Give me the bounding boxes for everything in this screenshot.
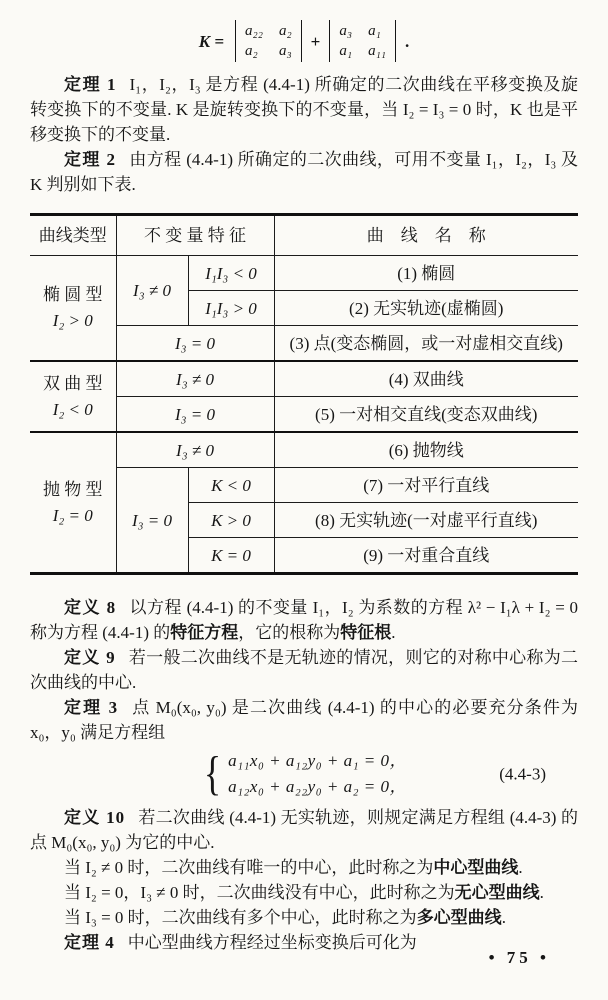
- cell-subcondition: I₁I₃ > 0: [188, 291, 274, 326]
- matrix-entry: a₁₁: [368, 43, 387, 59]
- cell-condition: I₃ = 0: [116, 326, 274, 362]
- cell-curve-name-3: (3) 点(变态椭圆，或一对虚相交直线): [274, 326, 578, 362]
- table-row: [30, 256, 578, 291]
- definition-10-label: 定义 10: [64, 808, 126, 827]
- formula-k-semi-invariant: [30, 20, 578, 62]
- cell-curve-name-7: (7) 一对平行直线: [274, 468, 578, 503]
- equation-system-4-4-3: [30, 747, 578, 801]
- cell-parabolic-type: 抛 物 型 I₂ = 0: [30, 432, 116, 574]
- definition-9-label: 定义 9: [64, 648, 116, 667]
- cell-k-condition: K > 0: [188, 503, 274, 538]
- matrix-entry: a₁: [339, 43, 353, 59]
- definition-10-text: 若二次曲线 (4.4-1) 无实轨迹，则规定满足方程组 (4.4-3) 的点 M₀(x₀, y₀) 为它的中心.: [30, 808, 579, 852]
- theorem-3-paragraph: [30, 695, 578, 745]
- theorem-1-label: 定理 1: [64, 75, 117, 94]
- matrix-entry: a₃: [339, 23, 353, 39]
- header-curve-type: 曲线类型: [30, 215, 116, 256]
- cell-curve-name-8: (8) 无实轨迹(一对虚平行直线): [274, 503, 578, 538]
- cell-curve-name-1: (1) 椭圆: [274, 256, 578, 291]
- determinant-1: [235, 20, 302, 62]
- theorem-2-text: 由方程 (4.4-1) 所确定的二次曲线，可用不变量 I₁，I₂，I₃ 及 K 判别如下表.: [30, 150, 578, 194]
- cell-curve-name-6: (6) 抛物线: [274, 432, 578, 468]
- definition-8-label: 定义 8: [64, 598, 117, 617]
- determinant-2: [329, 20, 396, 62]
- header-invariant-features: 不 变 量 特 征: [116, 215, 274, 256]
- plus-operator: +: [310, 31, 321, 51]
- case-non-central-curve-line: 当 I₂ = 0，I₃ ≠ 0 时，二次曲线没有中心，此时称之为无心型曲线.: [64, 883, 544, 902]
- page-number: • 75 •: [488, 948, 550, 967]
- theorem-4-text: 中心型曲线方程经过坐标变换后可化为: [127, 933, 417, 952]
- theorem-4-label: 定理 4: [64, 933, 115, 952]
- cell-hyperbolic-type: 双 曲 型 I₂ < 0: [30, 361, 116, 432]
- theorem-2-label: 定理 2: [64, 150, 116, 169]
- cell-condition: I₃ = 0: [116, 397, 274, 433]
- cell-subcondition: I₁I₃ < 0: [188, 256, 274, 291]
- cell-elliptic-type: 椭 圆 型 I₂ > 0: [30, 256, 116, 362]
- theorem-1-text: I₁，I₂，I₃ 是方程 (4.4-1) 所确定的二次曲线在平移变换及旋转变换下的不变量. K 是旋转变换下的不变量，当 I₂ = I₃ = 0 时，K 也是平移变换下的不变量.: [30, 75, 578, 144]
- cell-k-condition: K = 0: [188, 538, 274, 574]
- theorem-3-label: 定理 3: [64, 698, 119, 717]
- left-brace: {: [203, 747, 222, 800]
- table-row: [30, 361, 578, 397]
- table-row: [30, 432, 578, 468]
- cell-curve-name-9: (9) 一对重合直线: [274, 538, 578, 574]
- matrix-entry: a₂: [278, 23, 292, 39]
- case-multi-center-curve-line: 当 I₃ = 0 时，二次曲线有多个中心，此时称之为多心型曲线.: [64, 908, 506, 927]
- cell-condition: I₃ ≠ 0: [116, 256, 188, 326]
- matrix-entry: a₁: [368, 23, 381, 39]
- cell-condition: I₃ = 0: [116, 468, 188, 574]
- definition-8-text: 以方程 (4.4-1) 的不变量 I₁，I₂ 为系数的方程 λ² − I₁λ + I₂ = 0 称为方程 (4.4-1) 的特征方程，它的根称为特征根.: [30, 598, 578, 642]
- matrix-entry: a₂₂: [245, 23, 263, 39]
- definition-8-paragraph: [30, 595, 578, 645]
- theorem-2-paragraph: [30, 147, 578, 197]
- definition-10-paragraph: [30, 805, 578, 855]
- matrix-entry: a₃: [278, 43, 292, 59]
- cell-curve-name-4: (4) 双曲线: [274, 361, 578, 397]
- cell-curve-name-5: (5) 一对相交直线(变态双曲线): [274, 397, 578, 433]
- cell-condition: I₃ ≠ 0: [116, 432, 274, 468]
- curve-classification-table: [30, 213, 578, 575]
- definition-9-text: 若一般二次曲线不是无轨迹的情况，则它的对称中心称为二次曲线的中心.: [30, 648, 579, 692]
- definition-9-paragraph: [30, 645, 578, 695]
- equation-2: a₁₂x₀ + a₂₂y₀ + a₂ = 0，: [228, 777, 407, 796]
- matrix-entry: a₂: [245, 43, 258, 59]
- case-central-curve-line: 当 I₂ ≠ 0 时，二次曲线有唯一的中心，此时称之为中心型曲线.: [64, 858, 523, 877]
- equation-1: a₁₁x₀ + a₁₂y₀ + a₁ = 0，: [228, 751, 407, 770]
- header-curve-name: 曲 线 名 称: [274, 215, 578, 256]
- cell-k-condition: K < 0: [188, 468, 274, 503]
- theorem-3-text: 点 M₀(x₀, y₀) 是二次曲线 (4.4-1) 的中心的必要充分条件为 x₀，y₀ 满足方程组: [30, 698, 579, 742]
- equation-number-label: (4.4-3): [499, 764, 546, 784]
- equations: [228, 748, 407, 800]
- table-header-row: [30, 215, 578, 256]
- cell-condition: I₃ ≠ 0: [116, 361, 274, 397]
- formula-period: .: [405, 31, 410, 51]
- theorem-1-paragraph: [30, 72, 578, 147]
- cell-curve-name-2: (2) 无实轨迹(虚椭圆): [274, 291, 578, 326]
- formula-lhs: K =: [198, 31, 225, 51]
